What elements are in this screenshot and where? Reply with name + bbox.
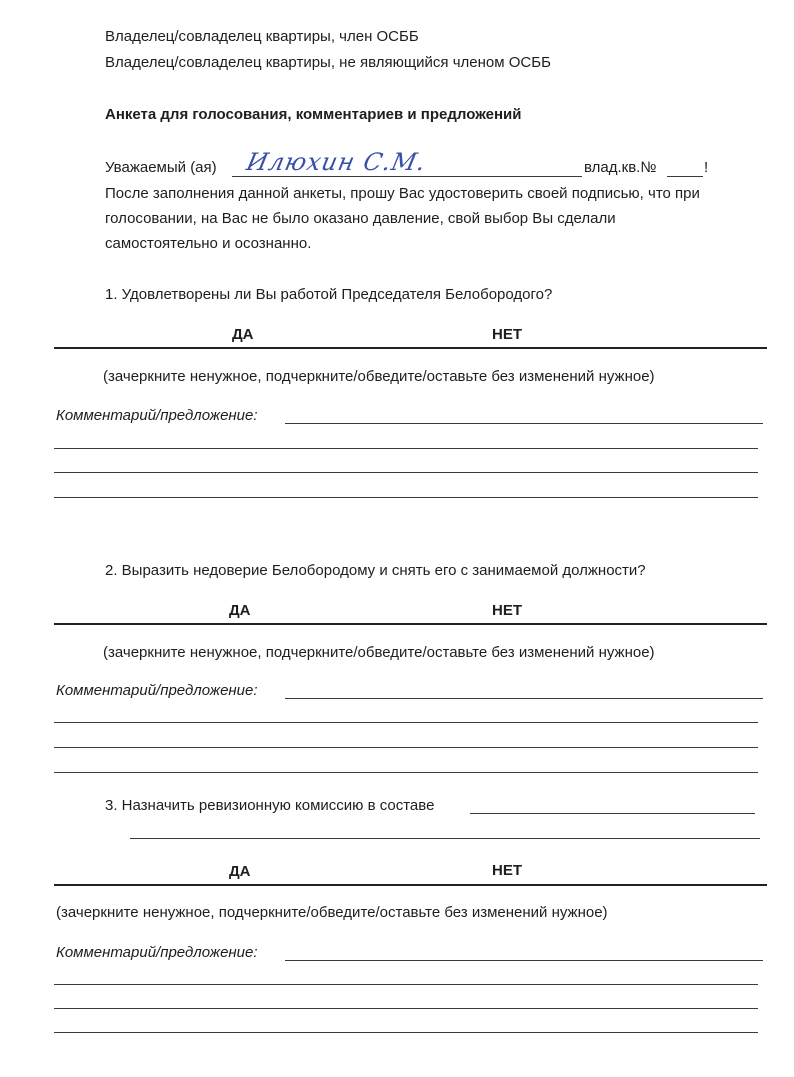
owner-member-option: Владелец/совладелец квартиры, член ОСББ — [105, 28, 419, 45]
question-3-comment-line[interactable] — [54, 984, 758, 985]
intro-line: самостоятельно и осознанно. — [105, 235, 312, 252]
question-3-comment-line[interactable] — [54, 1032, 758, 1033]
question-2-comment-line[interactable] — [54, 747, 758, 748]
question-2-instruction: (зачеркните ненужное, подчеркните/обведите/оставьте без изменений нужное) — [103, 644, 655, 661]
question-1-instruction: (зачеркните ненужное, подчеркните/обведите/оставьте без изменений нужное) — [103, 368, 655, 385]
question-1-comment-label: Комментарий/предложение: — [56, 407, 258, 424]
question-1-text: 1. Удовлетворены ли Вы работой Председателя Белобородого? — [105, 286, 553, 303]
question-1-yes-option[interactable]: ДА — [232, 326, 254, 343]
question-2-comment-label: Комментарий/предложение: — [56, 682, 258, 699]
question-2-divider — [54, 623, 767, 625]
question-2-yes-option[interactable]: ДА — [229, 602, 251, 619]
question-3-text: 3. Назначить ревизионную комиссию в составе — [105, 797, 435, 814]
handwritten-name: Илюхин С.М. — [244, 148, 429, 176]
question-2-comment-line[interactable] — [54, 772, 758, 773]
question-2-no-option[interactable]: НЕТ — [492, 602, 522, 619]
question-3-yes-option[interactable]: ДА — [229, 863, 251, 880]
question-1-divider — [54, 347, 767, 349]
question-3-comment-label: Комментарий/предложение: — [56, 944, 258, 961]
question-2-comment-line[interactable] — [54, 722, 758, 723]
question-3-no-option[interactable]: НЕТ — [492, 862, 522, 879]
question-1-comment-line[interactable] — [54, 448, 758, 449]
greeting-exclamation: ! — [704, 159, 709, 176]
question-1-no-option[interactable]: НЕТ — [492, 326, 522, 343]
question-1-comment-line[interactable] — [54, 472, 758, 473]
question-3-comment-line[interactable] — [285, 960, 763, 961]
owner-nonmember-option: Владелец/совладелец квартиры, не являющийся членом ОСББ — [105, 54, 551, 71]
name-field-line[interactable] — [232, 176, 582, 177]
greeting-prefix: Уважаемый (ая) — [105, 159, 217, 176]
intro-line: После заполнения данной анкеты, прошу Вас удостоверить своей подписью, что при — [105, 185, 700, 202]
question-2-text: 2. Выразить недоверие Белобородому и снять его с занимаемой должности? — [105, 562, 646, 579]
commission-members-line[interactable] — [470, 813, 755, 814]
apartment-number-field[interactable] — [667, 176, 703, 177]
question-1-comment-line[interactable] — [285, 423, 763, 424]
question-1-comment-line[interactable] — [54, 497, 758, 498]
question-3-instruction: (зачеркните ненужное, подчеркните/обведите/оставьте без изменений нужное) — [56, 904, 608, 921]
commission-members-line[interactable] — [130, 838, 760, 839]
question-2-comment-line[interactable] — [285, 698, 763, 699]
apartment-label: влад.кв.№ — [584, 159, 657, 176]
question-3-divider — [54, 884, 767, 886]
form-title: Анкета для голосования, комментариев и предложений — [105, 106, 522, 123]
intro-line: голосовании, на Вас не было оказано давление, свой выбор Вы сделали — [105, 210, 616, 227]
question-3-comment-line[interactable] — [54, 1008, 758, 1009]
